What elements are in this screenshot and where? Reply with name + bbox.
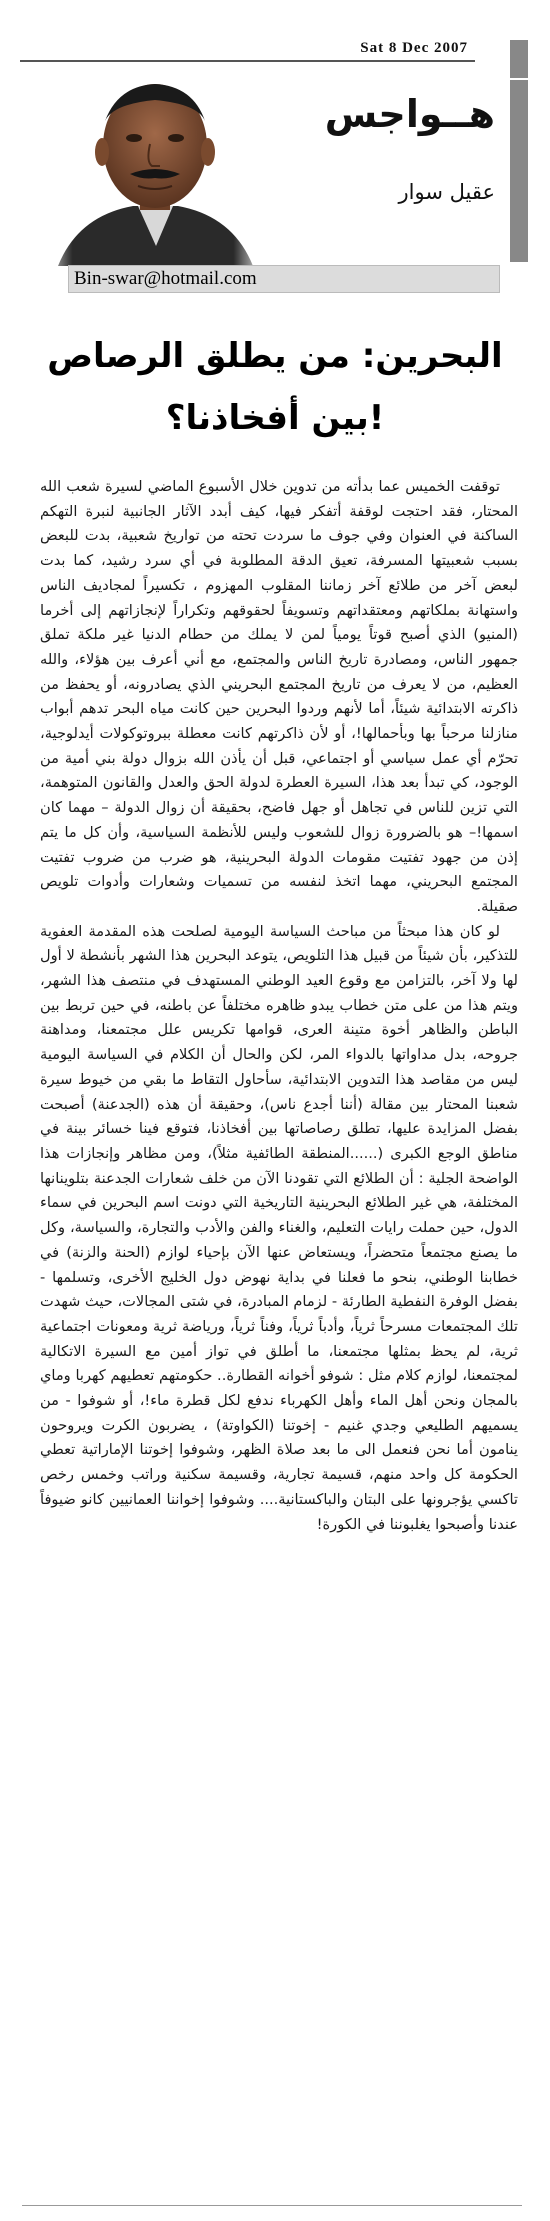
author-photo xyxy=(38,66,268,266)
paragraph-2: لو كان هذا مبحثاً من مباحث السياسة اليومية لصلحت هذه المقدمة العفوية للتذكير، بأن شيئاً من قبيل هذا التلويص، يتوعد البحرين هذا الشهر بأنشطة لا أول لها ولا آخر، بالتزامن مع وقوع العيد الوطني المستهدف في منتصف هذا الشهر، ويتم هذا من على متن خطاب يبدو ظاهره مختلفاً عن باطنه، في حين تربط بين الباطن والظاهر أخوة متينة العرى، قوامها تكريس علل مجتمعنا، ومداهنة جروحه، بدل مداواتها بالدواء المر، لكن والحال أن الكلام في السياسة اليومية ليس من مقاصد هذا التدوين الابتدائية، سأحاول التقاط ما بقي من خيوط سيرة شعبنا المحتار بين مقالة (أننا أجدع ناس)، وحقيقة أن هذه (الجدعنة) أصبحت بفضل المزايدة عليها، تطلق رصاصاتها بين أفخاذنا، فتوقع فينا خسائر بينة في مناطق الوجع الكبرى (......المنطقة الطائفية مثلاً)، ومن مظاهر وإنجازات هذا الواضحة الجلية : أن الطلائع التي تقودنا الآن من خلف شعارات الجدعنة بتلوينانها المختلفة، هي غير الطلائع البحرينية التاريخية التي دونت اسم البحرين في سماء الدول، حين حملت رايات التعليم، والغناء والفن والأدب والتجارة، والسياسة، وكل ما يصنع مجتمعاً متحضراً، ويستعاض عنها الآن بإحياء لوازم (الحنة والزنة) في خطابنا الوطني، بنحو ما فعلنا في بداية نهوض دول الخليج الأخرى، وتسلمها - بفضل الوفرة النفطية الطارئة - لزمام المبادرة، في شتى المجالات، حيث شهدت تلك المجتمعات مسرحاً ثرياً، وأدباً ثرياً، وفناً ثرياً، ورياضة ثرية ومعونات اجتماعية ثرية، لم يحظ بمثلها مجتمعنا، ما أطلق في تواز أمين مع السيرة الاتكالية لمجتمعنا، لوازم كلام مثل : شوفو أخوانه القطارة.. حكومتهم تعطيهم كهربا وماي بالمجان ونحن أهل الماء وأهل الكهرباء ندفع لكل قطرة ماء!، أو شوفوا - من يسميهم الطليعي وجدي غنيم - إخوتنا (الكواوتة) ، يضربون الكرت ويروحون ينامون أما نحن فنعمل الى ما بعد صلاة الظهر، وشوفوا إخوتنا الإماراتية تعطي الحكومة كل واحد منهم، قسيمة تجارية، وقسيمة سكنية وراتب وخمس رخص تاكسي يؤجرونها على البتان والباكستانية.... وشوفوا إخواننا العمانيين كانو ضيوفاً عندنا وأصبحوا يغلبوننا في الكورة! xyxy=(40,922,518,1533)
paragraph-1: توقفت الخميس عما بدأته من تدوين خلال الأسبوع الماضي لسيرة شعب الله المحتار، فقد احتجت لوقفة أتفكر فيها، كيف أبدد الآثار الجانبية لنبرة التهكم الساكنة في العنوان وفي جوف ما سردت تحته من تواريخ شعبية، بدت للبعض بسبب شعبيتها المسرفة، تعيق الدقة المطلوبة في أي سرد رشيد، كما بدت لبعض آخر من طلائع آخر زماننا المقلوب المهزوم ، تكسيراً لمجاديف الناس واستهانة بملكاتهم ومعتقداتهم وتسويفاً لحقوقهم وتكراراً لإنجازاتهم إلى أخرما (المنيو) الذي أصبح قوتاً يومياً لمن لا يملك من حطام الدنيا غير ملكة تملق جمهور الناس، ومصادرة تاريخ الناس والمجتمع، مع أني أعرف بين هؤلاء، والله العظيم، من لا يعرف من تاريخ المجتمع البحريني الذي يصادرونه، أو يحفظ من ذاكرته الابتدائية شيئاً، أما لأنهم وردوا البحرين حين كانت مياه البحر تدهم أبواب منازلنا مرحباً بها وبأحمالها!، أو لأن ذاكرتهم كانت معطلة ببروتوكولات أيدلوجية، تحرّم أي عمل سياسي أو اجتماعي، قبل أن يأذن الله بزوال دولة بني أمية من الوجود، كي تبدأ بعد هذا، السيرة العطرة لدولة الحق والعدل والقانون المتوهمة، التي تزين للناس في تجاهل أو جهل فاضح، بحقيقة أن زوال الدولة – مهما كان اسمها!– هو بالضرورة زوال للشعوب وليس للأنظمة السياسية، وأن كل ما يتم إذن من جهود تفتيت مقومات الدولة البحرينية، هو ضرب من ضروب تفتيت المجتمع البحريني، مهما اتخذ لنفسه من تسميات وشعارات وأدوات تلويص صقيلة. xyxy=(40,478,518,915)
side-bar-decoration xyxy=(510,40,528,262)
issue-date: Sat 8 Dec 2007 xyxy=(360,40,468,56)
side-bar-notch xyxy=(510,78,528,80)
column-name: هــواجس xyxy=(324,92,495,136)
article-body xyxy=(40,475,518,1537)
headline-line-1: البحرين: من يطلق الرصاص xyxy=(47,336,503,376)
author-email: Bin-swar@hotmail.com xyxy=(74,268,257,289)
footer-rule xyxy=(22,2205,522,2206)
header-rule xyxy=(20,60,475,62)
article-headline xyxy=(30,325,520,449)
headline-line-2: بين أفخاذنا؟! xyxy=(165,398,385,438)
author-name: عقيل سوار xyxy=(398,180,495,204)
